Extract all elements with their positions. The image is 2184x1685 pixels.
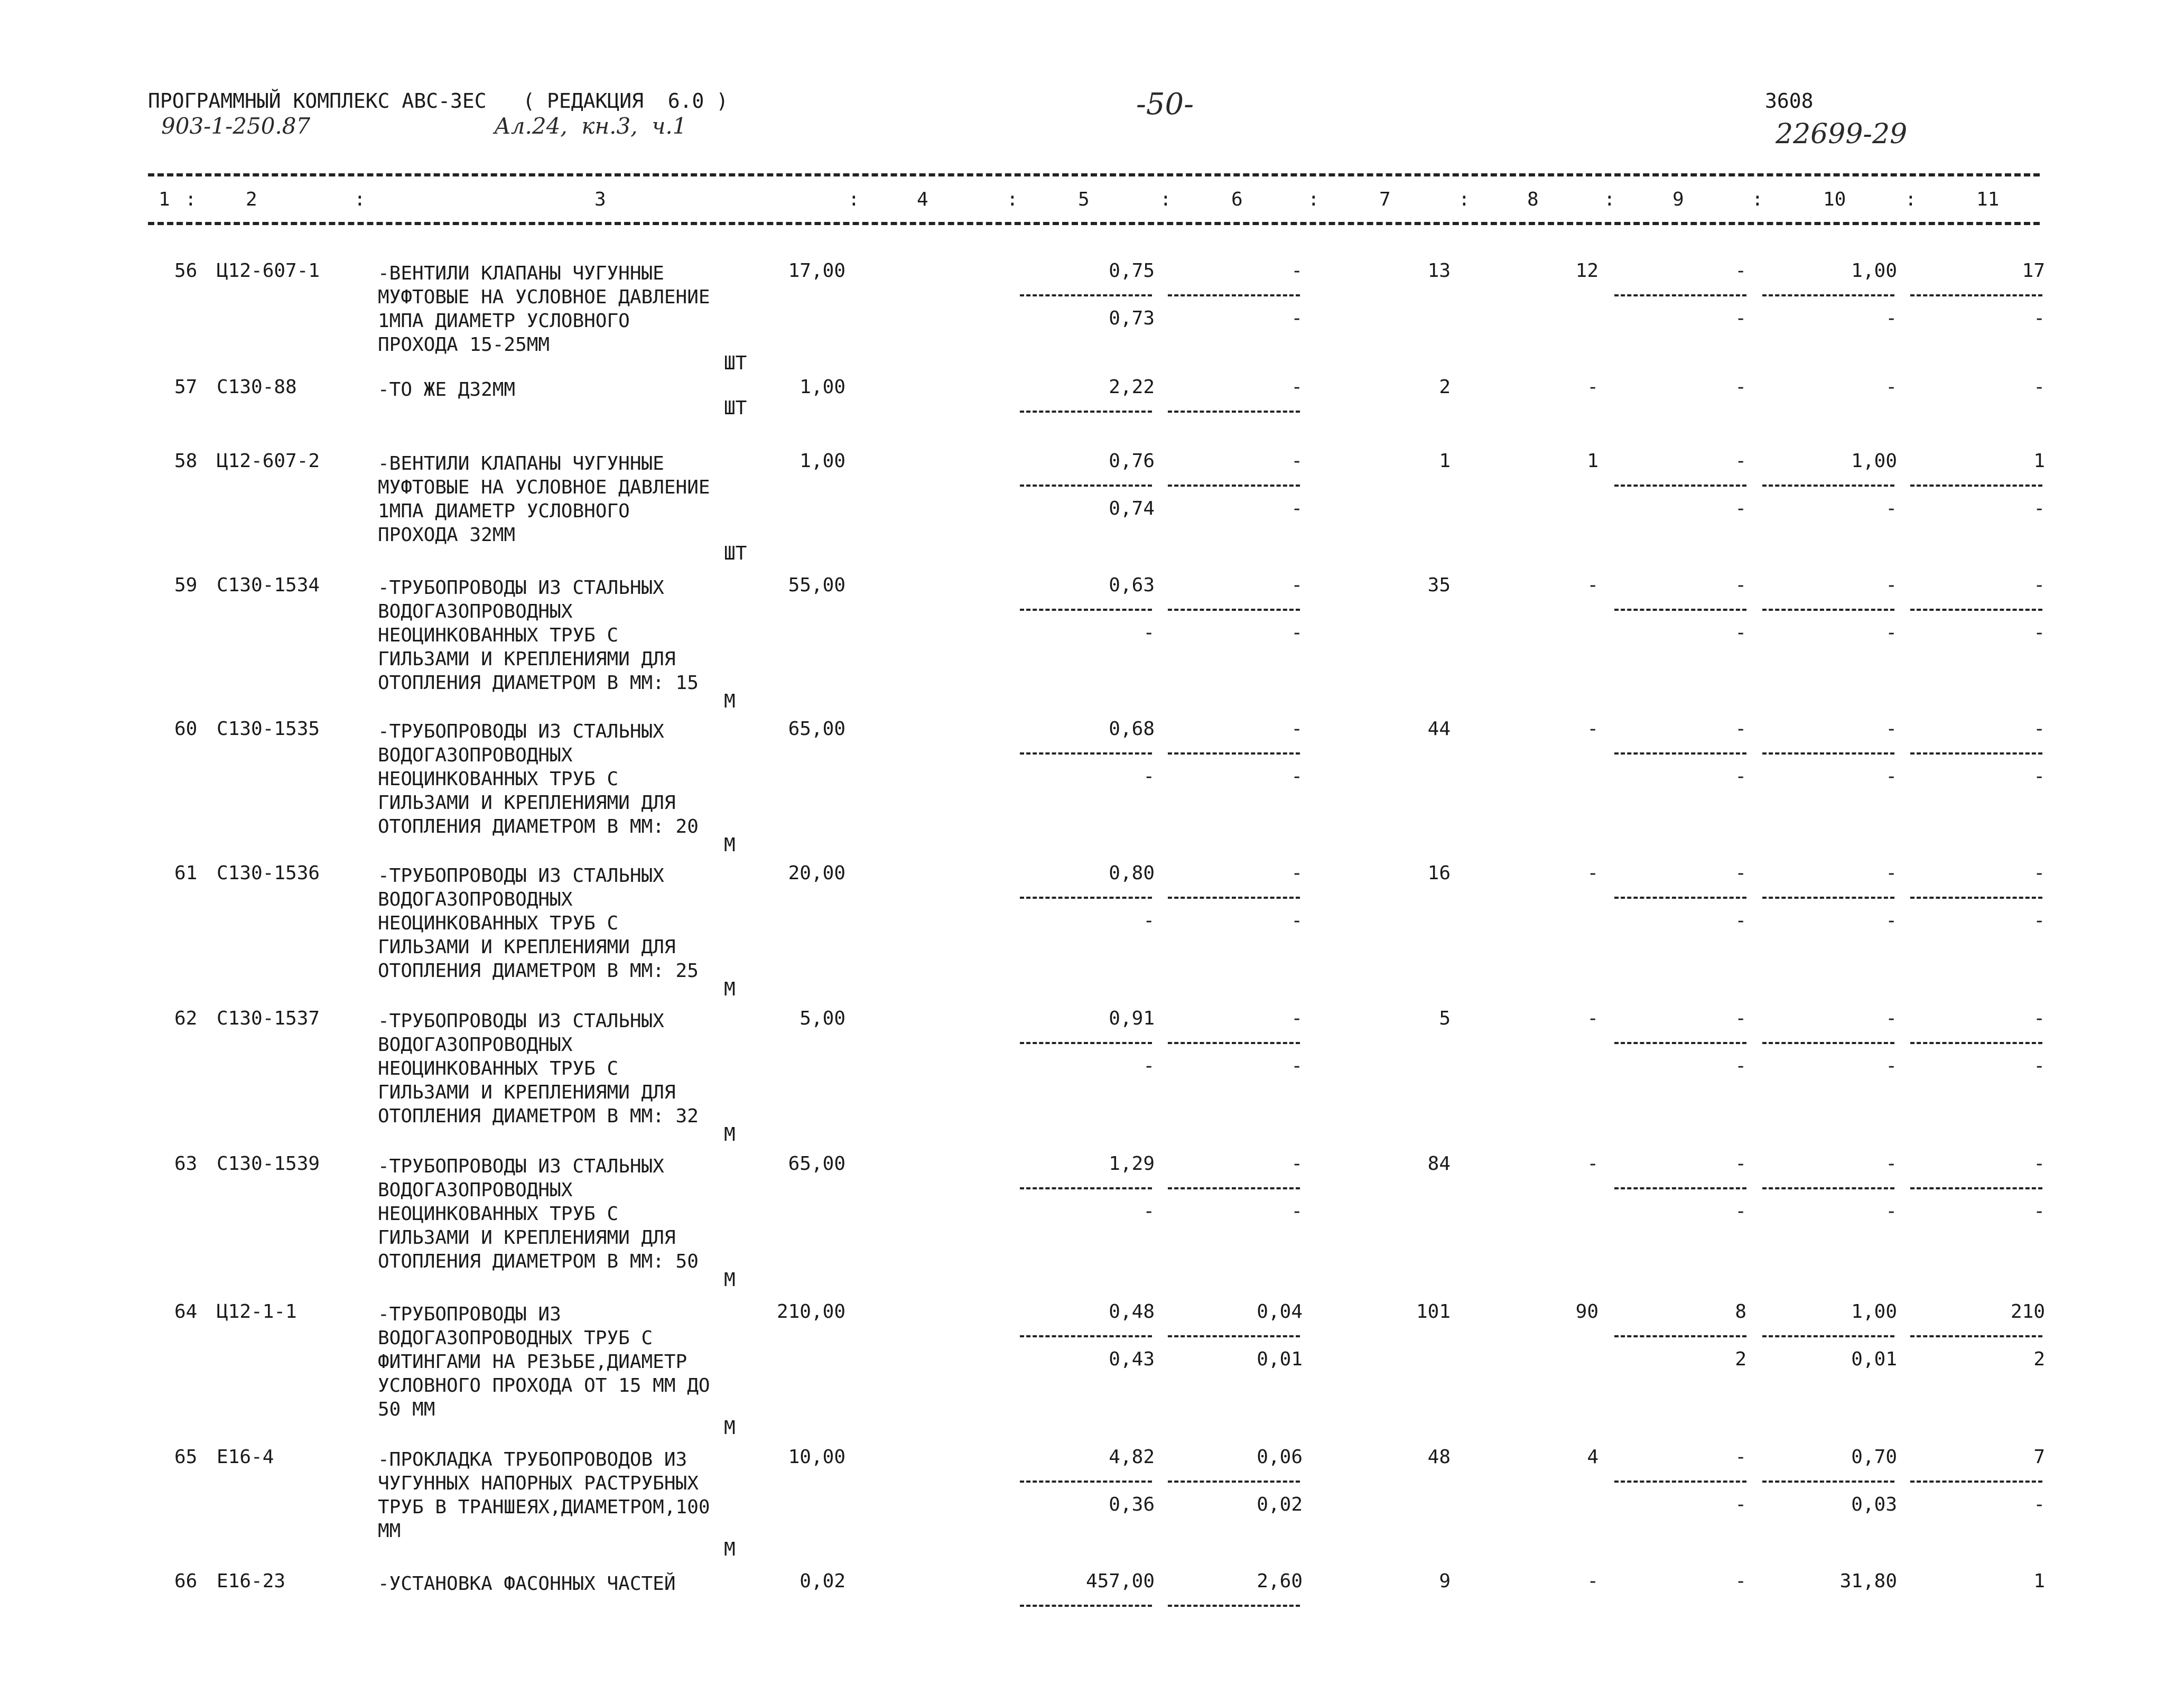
description-line: -ТРУБОПРОВОДЫ ИЗ СТАЛЬНЫХ xyxy=(378,1156,664,1177)
value-separator xyxy=(1168,752,1300,755)
value-separator xyxy=(1020,1335,1152,1337)
quantity: 20,00 xyxy=(788,862,845,884)
total-cost: 2 xyxy=(1439,376,1451,398)
labor-total: - xyxy=(2033,718,2045,740)
value-separator xyxy=(1910,897,2042,899)
column-separator: : xyxy=(1905,189,1917,210)
labor-hours: - xyxy=(1885,862,1897,884)
value-separator xyxy=(1614,897,1746,899)
unit-cost-total: 0,76 xyxy=(1109,450,1155,472)
column-header-7: 7 xyxy=(1379,189,1391,210)
value-separator xyxy=(1168,1187,1300,1189)
value-separator xyxy=(1168,1481,1300,1483)
labor-hours: - xyxy=(1885,574,1897,596)
description-line: ГИЛЬЗАМИ И КРЕПЛЕНИЯМИ ДЛЯ xyxy=(378,1227,676,1249)
quantity: 10,00 xyxy=(788,1446,845,1468)
machine-wages: - xyxy=(1291,308,1303,329)
machine-cost: - xyxy=(1291,574,1303,596)
value-separator xyxy=(1910,1481,2042,1483)
row-number: 61 xyxy=(174,862,198,884)
labor-total: - xyxy=(2033,862,2045,884)
machinist-hours: 0,03 xyxy=(1851,1494,1897,1515)
machinist-total: - xyxy=(2033,910,2045,932)
description-line: НЕОЦИНКОВАННЫХ ТРУБ С xyxy=(378,625,619,646)
machine-wages: 0,02 xyxy=(1257,1494,1303,1515)
item-code: Ц12-607-2 xyxy=(217,450,320,472)
description-line: ОТОПЛЕНИЯ ДИАМЕТРОМ В ММ: 20 xyxy=(378,816,699,837)
base-wages: - xyxy=(1587,718,1598,740)
description-line: ПРОХОДА 15-25ММ xyxy=(378,334,550,356)
value-separator xyxy=(1762,609,1894,611)
value-separator xyxy=(1020,485,1152,487)
description-line: -ТРУБОПРОВОДЫ ИЗ СТАЛЬНЫХ xyxy=(378,865,664,887)
labor-total: 210 xyxy=(2010,1301,2045,1323)
machine-wages: - xyxy=(1291,498,1303,519)
machine-wages: - xyxy=(1291,910,1303,932)
item-code: Ц12-607-1 xyxy=(217,260,320,282)
unit-cost-wages: - xyxy=(1143,766,1155,787)
machine-operation: - xyxy=(1735,574,1746,596)
description-line: НЕОЦИНКОВАННЫХ ТРУБ С xyxy=(378,768,619,790)
machine-wages-total: - xyxy=(1735,498,1746,519)
machine-wages: - xyxy=(1291,622,1303,644)
value-separator xyxy=(1910,485,2042,487)
description-line: ВОДОГАЗОПРОВОДНЫХ ТРУБ С xyxy=(378,1327,653,1349)
column-header-2: 2 xyxy=(246,189,257,210)
machine-operation: - xyxy=(1735,1446,1746,1468)
machine-cost: 0,06 xyxy=(1257,1446,1303,1468)
machine-cost: - xyxy=(1291,1008,1303,1029)
value-separator xyxy=(1762,1335,1894,1337)
value-separator xyxy=(1168,897,1300,899)
total-cost: 48 xyxy=(1427,1446,1451,1468)
total-cost: 9 xyxy=(1439,1570,1451,1592)
unit-of-measure: ШТ xyxy=(724,543,747,564)
labor-hours: 1,00 xyxy=(1851,450,1897,472)
unit-of-measure: М xyxy=(724,1124,736,1146)
description-line: НЕОЦИНКОВАННЫХ ТРУБ С xyxy=(378,1058,619,1079)
machine-cost: 0,04 xyxy=(1257,1301,1303,1323)
document-code-top: 3608 xyxy=(1765,89,1814,113)
value-separator xyxy=(1020,1605,1152,1607)
row-number: 57 xyxy=(174,376,198,398)
machinist-total: - xyxy=(2033,766,2045,787)
machinist-hours: - xyxy=(1885,1200,1897,1222)
value-separator xyxy=(1020,411,1152,413)
column-separator: : xyxy=(1160,189,1172,210)
description-line: ГИЛЬЗАМИ И КРЕПЛЕНИЯМИ ДЛЯ xyxy=(378,792,676,814)
machinist-total: - xyxy=(2033,1494,2045,1515)
description-line: ВОДОГАЗОПРОВОДНЫХ xyxy=(378,1179,573,1201)
row-number: 60 xyxy=(174,718,198,740)
description-line: МУФТОВЫЕ НА УСЛОВНОЕ ДАВЛЕНИЕ xyxy=(378,286,710,308)
column-separator: : xyxy=(1752,189,1763,210)
machine-operation: - xyxy=(1735,862,1746,884)
machinist-hours: - xyxy=(1885,766,1897,787)
machine-wages-total: 2 xyxy=(1735,1348,1746,1370)
machine-cost: - xyxy=(1291,450,1303,472)
column-header-1: 1 xyxy=(159,189,170,210)
item-code: Ц12-1-1 xyxy=(217,1301,297,1323)
value-separator xyxy=(1910,1335,2042,1337)
value-separator xyxy=(1168,1335,1300,1337)
machine-operation: - xyxy=(1735,1153,1746,1175)
description-line: МУФТОВЫЕ НА УСЛОВНОЕ ДАВЛЕНИЕ xyxy=(378,477,710,498)
unit-cost-wages: 0,74 xyxy=(1109,498,1155,519)
machinist-total: - xyxy=(2033,1055,2045,1077)
description-line: 1МПА ДИАМЕТР УСЛОВНОГО xyxy=(378,310,630,332)
description-line: -ТРУБОПРОВОДЫ ИЗ СТАЛЬНЫХ xyxy=(378,1010,664,1032)
unit-of-measure: М xyxy=(724,1417,736,1439)
labor-total: - xyxy=(2033,574,2045,596)
description-line: ОТОПЛЕНИЯ ДИАМЕТРОМ В ММ: 25 xyxy=(378,960,699,982)
item-code: С130-1536 xyxy=(217,862,320,884)
value-separator xyxy=(1762,485,1894,487)
row-number: 63 xyxy=(174,1153,198,1175)
item-code: С130-88 xyxy=(217,376,297,398)
value-separator xyxy=(1614,294,1746,296)
value-separator xyxy=(1168,1605,1300,1607)
machinist-total: - xyxy=(2033,308,2045,329)
item-code: С130-1537 xyxy=(217,1008,320,1029)
base-wages: - xyxy=(1587,862,1598,884)
value-separator xyxy=(1762,1042,1894,1044)
quantity: 210,00 xyxy=(776,1301,845,1323)
total-cost: 84 xyxy=(1427,1153,1451,1175)
column-header-11: 11 xyxy=(1976,189,2000,210)
value-separator xyxy=(1020,752,1152,755)
machinist-hours: - xyxy=(1885,498,1897,519)
column-separator: : xyxy=(1308,189,1319,210)
unit-cost-total: 1,29 xyxy=(1109,1153,1155,1175)
unit-cost-wages: - xyxy=(1143,1200,1155,1222)
machine-cost: - xyxy=(1291,1153,1303,1175)
program-title: ПРОГРАММНЫЙ КОМПЛЕКС АВС-3ЕС ( РЕДАКЦИЯ 6.0 ) xyxy=(148,89,729,113)
value-separator xyxy=(1910,1187,2042,1189)
machine-operation: - xyxy=(1735,260,1746,282)
description-line: -ВЕНТИЛИ КЛАПАНЫ ЧУГУННЫЕ xyxy=(378,263,664,284)
machinist-hours: 0,01 xyxy=(1851,1348,1897,1370)
item-code: Е16-4 xyxy=(217,1446,274,1468)
machine-operation: - xyxy=(1735,450,1746,472)
description-line: -ТРУБОПРОВОДЫ ИЗ СТАЛЬНЫХ xyxy=(378,577,664,599)
machine-wages: - xyxy=(1291,1055,1303,1077)
machine-wages-total: - xyxy=(1735,1055,1746,1077)
machine-wages-total: - xyxy=(1735,910,1746,932)
machine-cost: 2,60 xyxy=(1257,1570,1303,1592)
machine-wages-total: - xyxy=(1735,308,1746,329)
description-line: ОТОПЛЕНИЯ ДИАМЕТРОМ В ММ: 32 xyxy=(378,1105,699,1127)
value-separator xyxy=(1020,294,1152,296)
row-number: 65 xyxy=(174,1446,198,1468)
quantity: 1,00 xyxy=(800,376,845,398)
labor-hours: 1,00 xyxy=(1851,260,1897,282)
total-cost: 1 xyxy=(1439,450,1451,472)
value-separator xyxy=(1614,752,1746,755)
page-number: -50- xyxy=(1136,87,1194,122)
unit-cost-total: 2,22 xyxy=(1109,376,1155,398)
labor-total: 7 xyxy=(2033,1446,2045,1468)
machine-wages-total: - xyxy=(1735,1494,1746,1515)
base-wages: - xyxy=(1587,1570,1598,1592)
base-wages: - xyxy=(1587,1008,1598,1029)
quantity: 65,00 xyxy=(788,1153,845,1175)
description-line: ГИЛЬЗАМИ И КРЕПЛЕНИЯМИ ДЛЯ xyxy=(378,648,676,670)
total-cost: 13 xyxy=(1427,260,1451,282)
description-line: ГИЛЬЗАМИ И КРЕПЛЕНИЯМИ ДЛЯ xyxy=(378,936,676,958)
labor-hours: 1,00 xyxy=(1851,1301,1897,1323)
base-wages: 12 xyxy=(1575,260,1598,282)
unit-of-measure: М xyxy=(724,1539,736,1560)
machine-wages: - xyxy=(1291,766,1303,787)
unit-cost-total: 4,82 xyxy=(1109,1446,1155,1468)
description-line: -УСТАНОВКА ФАСОННЫХ ЧАСТЕЙ xyxy=(378,1573,676,1595)
description-line: НЕОЦИНКОВАННЫХ ТРУБ С xyxy=(378,913,619,934)
column-separator: : xyxy=(1458,189,1470,210)
machine-cost: - xyxy=(1291,718,1303,740)
total-cost: 16 xyxy=(1427,862,1451,884)
machinist-total: - xyxy=(2033,622,2045,644)
unit-of-measure: М xyxy=(724,691,736,712)
base-wages: - xyxy=(1587,1153,1598,1175)
item-code: С130-1534 xyxy=(217,574,320,596)
quantity: 0,02 xyxy=(800,1570,845,1592)
machine-operation: - xyxy=(1735,376,1746,398)
unit-cost-total: 0,75 xyxy=(1109,260,1155,282)
header-rule-top xyxy=(148,173,2040,176)
unit-cost-total: 0,48 xyxy=(1109,1301,1155,1323)
unit-cost-wages: - xyxy=(1143,622,1155,644)
value-separator xyxy=(1762,1481,1894,1483)
total-cost: 101 xyxy=(1416,1301,1451,1323)
project-reference: 903-1-250.87 xyxy=(161,113,311,139)
value-separator xyxy=(1168,485,1300,487)
unit-cost-total: 0,68 xyxy=(1109,718,1155,740)
unit-cost-wages: 0,73 xyxy=(1109,308,1155,329)
labor-hours: - xyxy=(1885,1008,1897,1029)
unit-cost-wages: 0,36 xyxy=(1109,1494,1155,1515)
column-header-8: 8 xyxy=(1527,189,1539,210)
value-separator xyxy=(1020,1187,1152,1189)
unit-of-measure: М xyxy=(724,1269,736,1291)
column-header-4: 4 xyxy=(917,189,928,210)
base-wages: - xyxy=(1587,574,1598,596)
row-number: 66 xyxy=(174,1570,198,1592)
column-header-6: 6 xyxy=(1231,189,1243,210)
column-separator: : xyxy=(848,189,860,210)
value-separator xyxy=(1168,609,1300,611)
item-code: Е16-23 xyxy=(217,1570,286,1592)
value-separator xyxy=(1910,294,2042,296)
value-separator xyxy=(1614,1042,1746,1044)
value-separator xyxy=(1614,485,1746,487)
machinist-hours: - xyxy=(1885,308,1897,329)
labor-total: 1 xyxy=(2033,450,2045,472)
unit-cost-wages: 0,43 xyxy=(1109,1348,1155,1370)
description-line: -ТРУБОПРОВОДЫ ИЗ СТАЛЬНЫХ xyxy=(378,721,664,742)
value-separator xyxy=(1910,609,2042,611)
description-line: ПРОХОДА 32ММ xyxy=(378,524,516,546)
machine-operation: - xyxy=(1735,718,1746,740)
value-separator xyxy=(1020,609,1152,611)
machine-wages: - xyxy=(1291,1200,1303,1222)
labor-hours: - xyxy=(1885,718,1897,740)
description-line: ВОДОГАЗОПРОВОДНЫХ xyxy=(378,601,573,622)
machine-wages-total: - xyxy=(1735,1200,1746,1222)
item-code: С130-1535 xyxy=(217,718,320,740)
value-separator xyxy=(1614,609,1746,611)
column-separator: : xyxy=(1604,189,1615,210)
description-line: ГИЛЬЗАМИ И КРЕПЛЕНИЯМИ ДЛЯ xyxy=(378,1082,676,1103)
description-line: -ТО ЖЕ Д32ММ xyxy=(378,379,516,401)
item-code: С130-1539 xyxy=(217,1153,320,1175)
unit-cost-total: 0,80 xyxy=(1109,862,1155,884)
column-header-5: 5 xyxy=(1078,189,1090,210)
value-separator xyxy=(1910,1042,2042,1044)
document-code-bottom: 22699-29 xyxy=(1776,118,1908,150)
machine-operation: 8 xyxy=(1735,1301,1746,1323)
unit-of-measure: М xyxy=(724,834,736,856)
description-line: ВОДОГАЗОПРОВОДНЫХ xyxy=(378,1034,573,1056)
machinist-total: - xyxy=(2033,498,2045,519)
machinist-hours: - xyxy=(1885,1055,1897,1077)
base-wages: 90 xyxy=(1575,1301,1598,1323)
value-separator xyxy=(1168,294,1300,296)
description-line: ЧУГУННЫХ НАПОРНЫХ РАСТРУБНЫХ xyxy=(378,1473,699,1494)
machinist-total: 2 xyxy=(2033,1348,2045,1370)
column-separator: : xyxy=(185,189,197,210)
quantity: 1,00 xyxy=(800,450,845,472)
quantity: 65,00 xyxy=(788,718,845,740)
labor-total: - xyxy=(2033,1008,2045,1029)
value-separator xyxy=(1762,1187,1894,1189)
row-number: 58 xyxy=(174,450,198,472)
labor-total: - xyxy=(2033,1153,2045,1175)
unit-of-measure: ШТ xyxy=(724,352,747,374)
description-line: -ТРУБОПРОВОДЫ ИЗ xyxy=(378,1304,561,1325)
description-line: НЕОЦИНКОВАННЫХ ТРУБ С xyxy=(378,1203,619,1225)
value-separator xyxy=(1762,294,1894,296)
description-line: -ПРОКЛАДКА ТРУБОПРОВОДОВ ИЗ xyxy=(378,1449,687,1470)
value-separator xyxy=(1614,1481,1746,1483)
machinist-hours: - xyxy=(1885,910,1897,932)
column-separator: : xyxy=(354,189,366,210)
machine-cost: - xyxy=(1291,376,1303,398)
quantity: 55,00 xyxy=(788,574,845,596)
unit-cost-wages: - xyxy=(1143,910,1155,932)
quantity: 17,00 xyxy=(788,260,845,282)
column-header-3: 3 xyxy=(594,189,606,210)
unit-cost-total: 0,63 xyxy=(1109,574,1155,596)
row-number: 62 xyxy=(174,1008,198,1029)
column-header-10: 10 xyxy=(1823,189,1846,210)
column-separator: : xyxy=(1007,189,1018,210)
value-separator xyxy=(1762,897,1894,899)
machinist-hours: - xyxy=(1885,622,1897,644)
album-reference: Ал.24, кн.3, ч.1 xyxy=(494,113,687,139)
unit-of-measure: М xyxy=(724,979,736,1000)
description-line: ТРУБ В ТРАНШЕЯХ,ДИАМЕТРОМ,100 xyxy=(378,1496,710,1518)
description-line: 1МПА ДИАМЕТР УСЛОВНОГО xyxy=(378,500,630,522)
total-cost: 35 xyxy=(1427,574,1451,596)
value-separator xyxy=(1020,897,1152,899)
machine-cost: - xyxy=(1291,260,1303,282)
row-number: 56 xyxy=(174,260,198,282)
value-separator xyxy=(1762,752,1894,755)
total-cost: 5 xyxy=(1439,1008,1451,1029)
labor-total: 1 xyxy=(2033,1570,2045,1592)
column-header-9: 9 xyxy=(1672,189,1684,210)
labor-hours: 31,80 xyxy=(1839,1570,1897,1592)
value-separator xyxy=(1614,1187,1746,1189)
machine-operation: - xyxy=(1735,1570,1746,1592)
machine-wages: 0,01 xyxy=(1257,1348,1303,1370)
description-line: 50 ММ xyxy=(378,1399,435,1420)
value-separator xyxy=(1020,1042,1152,1044)
description-line: ФИТИНГАМИ НА РЕЗЬБЕ,ДИАМЕТР xyxy=(378,1351,687,1373)
unit-cost-wages: - xyxy=(1143,1055,1155,1077)
labor-hours: - xyxy=(1885,376,1897,398)
labor-hours: 0,70 xyxy=(1851,1446,1897,1468)
description-line: ОТОПЛЕНИЯ ДИАМЕТРОМ В ММ: 50 xyxy=(378,1251,699,1272)
labor-hours: - xyxy=(1885,1153,1897,1175)
value-separator xyxy=(1168,1042,1300,1044)
unit-cost-total: 0,91 xyxy=(1109,1008,1155,1029)
total-cost: 44 xyxy=(1427,718,1451,740)
machine-cost: - xyxy=(1291,862,1303,884)
quantity: 5,00 xyxy=(800,1008,845,1029)
value-separator xyxy=(1020,1481,1152,1483)
machine-wages-total: - xyxy=(1735,622,1746,644)
base-wages: 4 xyxy=(1587,1446,1598,1468)
row-number: 64 xyxy=(174,1301,198,1323)
labor-total: - xyxy=(2033,376,2045,398)
row-number: 59 xyxy=(174,574,198,596)
labor-total: 17 xyxy=(2022,260,2045,282)
header-rule-bottom xyxy=(148,222,2040,225)
description-line: ВОДОГАЗОПРОВОДНЫХ xyxy=(378,744,573,766)
value-separator xyxy=(1614,1335,1746,1337)
description-line: -ВЕНТИЛИ КЛАПАНЫ ЧУГУННЫЕ xyxy=(378,453,664,474)
unit-cost-total: 457,00 xyxy=(1085,1570,1155,1592)
machinist-total: - xyxy=(2033,1200,2045,1222)
machine-operation: - xyxy=(1735,1008,1746,1029)
base-wages: 1 xyxy=(1587,450,1598,472)
base-wages: - xyxy=(1587,376,1598,398)
value-separator xyxy=(1168,411,1300,413)
description-line: УСЛОВНОГО ПРОХОДА ОТ 15 ММ ДО xyxy=(378,1375,710,1397)
machine-wages-total: - xyxy=(1735,766,1746,787)
unit-of-measure: ШТ xyxy=(724,397,747,419)
value-separator xyxy=(1910,752,2042,755)
description-line: ВОДОГАЗОПРОВОДНЫХ xyxy=(378,889,573,910)
description-line: ОТОПЛЕНИЯ ДИАМЕТРОМ В ММ: 15 xyxy=(378,672,699,694)
description-line: ММ xyxy=(378,1520,401,1542)
